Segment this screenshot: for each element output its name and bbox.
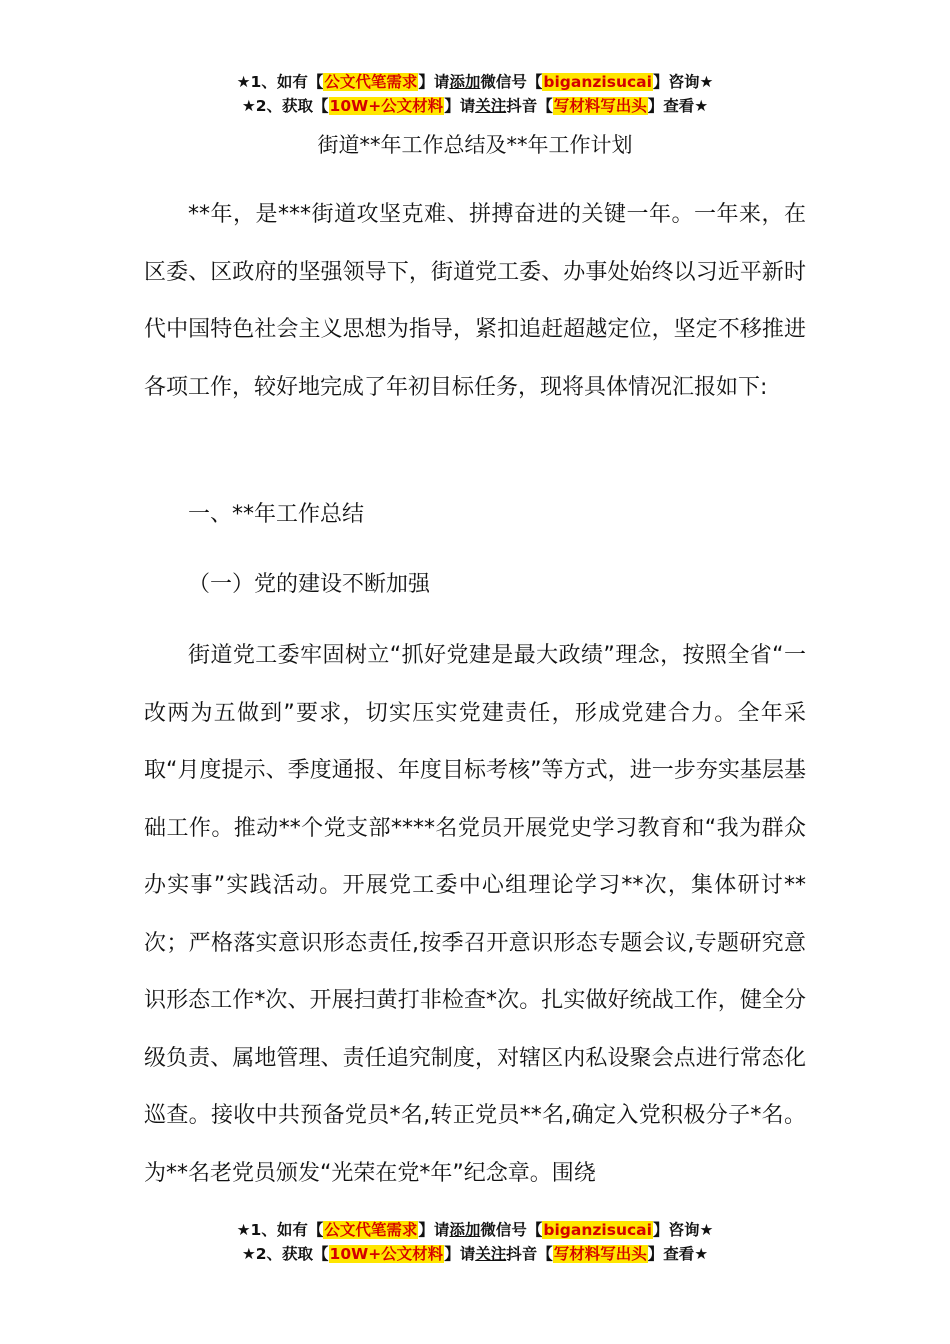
highlight-text: 公文代笔需求 [324, 1221, 418, 1239]
douyin-account: 写材料写出头 [553, 97, 647, 115]
document-title: 街道**年工作总结及**年工作计划 [317, 133, 633, 157]
promo-line-2: ★2、获取【10W+公文材料】请关注抖音【写材料写出头】查看★ [241, 1245, 709, 1263]
promo-line-1: ★1、如有【公文代笔需求】请添加微信号【biganzisucai】咨询★ [236, 1221, 714, 1239]
wechat-id: biganzisucai [543, 73, 652, 91]
subsection-heading: （一）党的建设不断加强 [188, 572, 431, 597]
highlight-text: 10W+公文材料 [329, 97, 444, 115]
body-paragraph: 街道党工委牢固树立“抓好党建是最大政绩”理念，按照全省“一改两为五做到”要求，切实压实党建责任，形成党建合力。全年采取“月度提示、季度通报、年度目标考核”等方式，进一步夯实基层基础工作。推动**个党支部****名党员开展党史学习教育和“我为群众办实事”实践活动。开展党工委中心组理论学习**次，集体研讨**次；严格落实意识形态责任,按季召开意识形态专题会议,专题研究意识形态工作*次、开展扫黄打非检查*次。扎实做好统战工作，健全分级负责、属地管理、责任追究制度，对辖区内私设聚会点进行常态化巡查。接收中共预备党员*名,转正党员**名,确定入党积极分子*名。为**名老党员颁发“光荣在党*年”纪念章。围绕 [144, 643, 806, 1186]
promo-banner-top [0, 70, 950, 118]
promo-line-1: ★1、如有【公文代笔需求】请添加微信号【biganzisucai】咨询★ [236, 73, 714, 91]
highlight-text: 10W+公文材料 [329, 1245, 444, 1263]
section-heading: 一、**年工作总结 [188, 502, 365, 527]
promo-line-2: ★2、获取【10W+公文材料】请关注抖音【写材料写出头】查看★ [241, 97, 709, 115]
highlight-text: 公文代笔需求 [324, 73, 418, 91]
intro-paragraph: **年，是***街道攻坚克难、拼搏奋进的关键一年。一年来，在区委、区政府的坚强领导下，街道党工委、办事处始终以习近平新时代中国特色社会主义思想为指导，紧扣追赶超越定位，坚定不移推进各项工作，较好地完成了年初目标任务，现将具体情况汇报如下: [144, 202, 806, 400]
promo-banner-bottom [0, 1218, 950, 1266]
douyin-account: 写材料写出头 [553, 1245, 647, 1263]
wechat-id: biganzisucai [543, 1221, 652, 1239]
